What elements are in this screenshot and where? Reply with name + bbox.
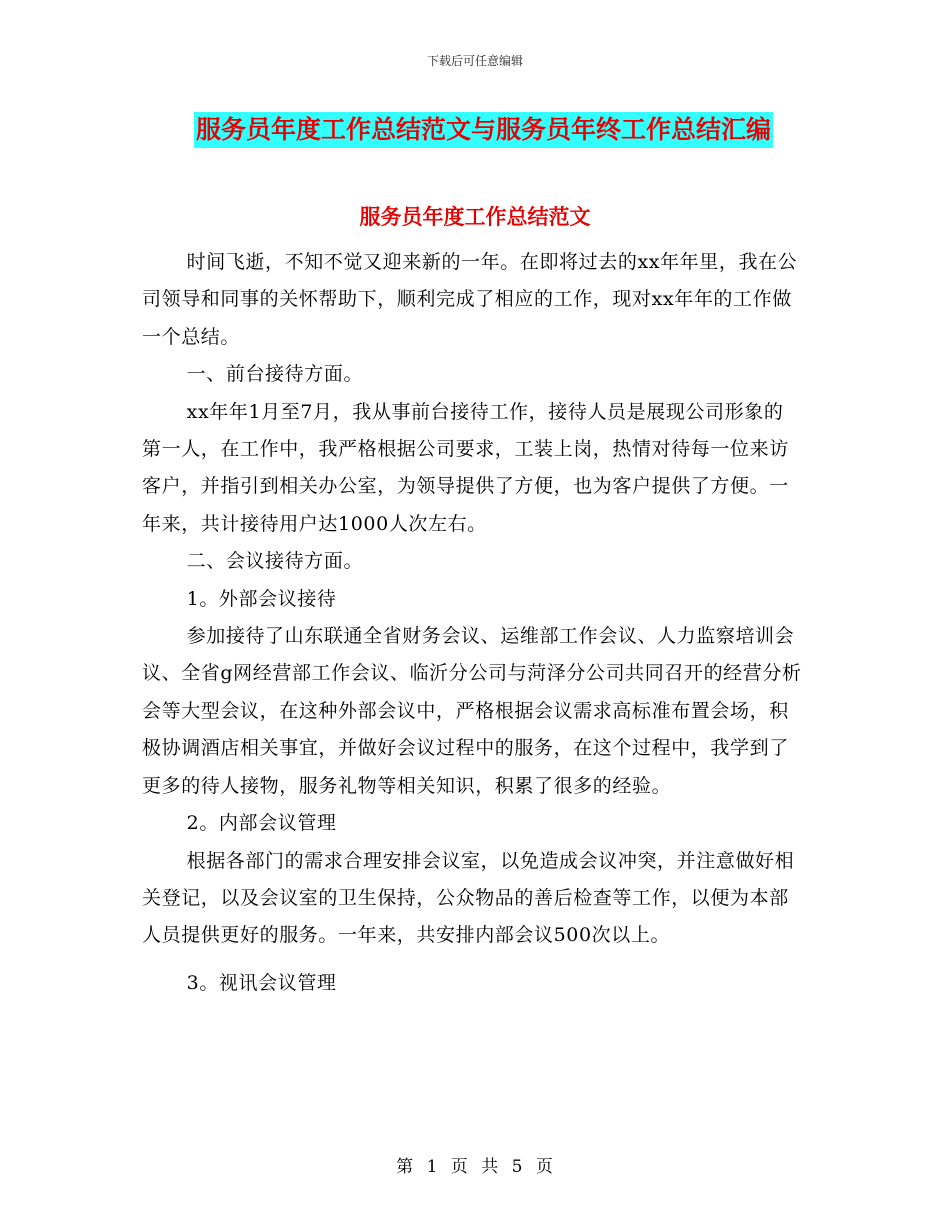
- footer-total-prefix: 共: [481, 1157, 500, 1177]
- paragraph-heading: 二、会议接待方面。: [186, 550, 364, 573]
- paragraph-heading: 一、前台接待方面。: [186, 363, 364, 386]
- paragraph-subheading: 3。视讯会议管理: [186, 971, 337, 994]
- page-footer: [0, 1152, 950, 1177]
- footer-page-unit: 页: [450, 1157, 469, 1177]
- page-number: 1: [426, 1157, 439, 1177]
- paragraph: 根据各部门的需求合理安排会议室，以免造成会议冲突，并注意做好相关登记，以及会议室的卫生保持，公众物品的善后检查等工作，以便为本部人员提供更好的服务。一年来，共安排内部会议500次以上。: [142, 849, 795, 947]
- footer-prefix: 第: [396, 1157, 415, 1177]
- paragraph: xx年年1月至7月，我从事前台接待工作，接待人员是展现公司形象的第一人，在工作中，我严格根据公司要求，工装上岗，热情对待每一位来访客户，并指引到相关办公室，为领导提供了方便，也为客户提供了方便。一年来，共计接待用户达1000人次左右。: [142, 400, 789, 535]
- paragraph: 时间飞逝，不知不觉又迎来新的一年。在即将过去的xx年年里，我在公司领导和同事的关怀帮助下，顺利完成了相应的工作，现对xx年年的工作做一个总结。: [142, 251, 798, 348]
- paragraph: 参加接待了山东联通全省财务会议、运维部工作会议、人力监察培训会议、全省g网经营部工作会议、临沂分公司与菏泽分公司共同召开的经营分析会等大型会议，在这种外部会议中，严格根据会议需求高标准布置会场，积极协调酒店相关事宜，并做好会议过程中的服务，在这个过程中，我学到了更多的待人接物，服务礼物等相关知识，积累了很多的经验。: [142, 625, 802, 797]
- paragraph-subheading: 1。外部会议接待: [186, 587, 337, 610]
- main-title: 服务员年度工作总结范文与服务员年终工作总结汇编: [194, 112, 773, 148]
- total-pages: 5: [511, 1157, 524, 1177]
- body-text: [142, 244, 802, 1002]
- header-note: 下载后可任意编辑: [426, 54, 523, 68]
- section-title: 服务员年度工作总结范文: [359, 205, 591, 229]
- footer-total-unit: 页: [535, 1157, 554, 1177]
- paragraph-subheading: 2。内部会议管理: [186, 812, 337, 835]
